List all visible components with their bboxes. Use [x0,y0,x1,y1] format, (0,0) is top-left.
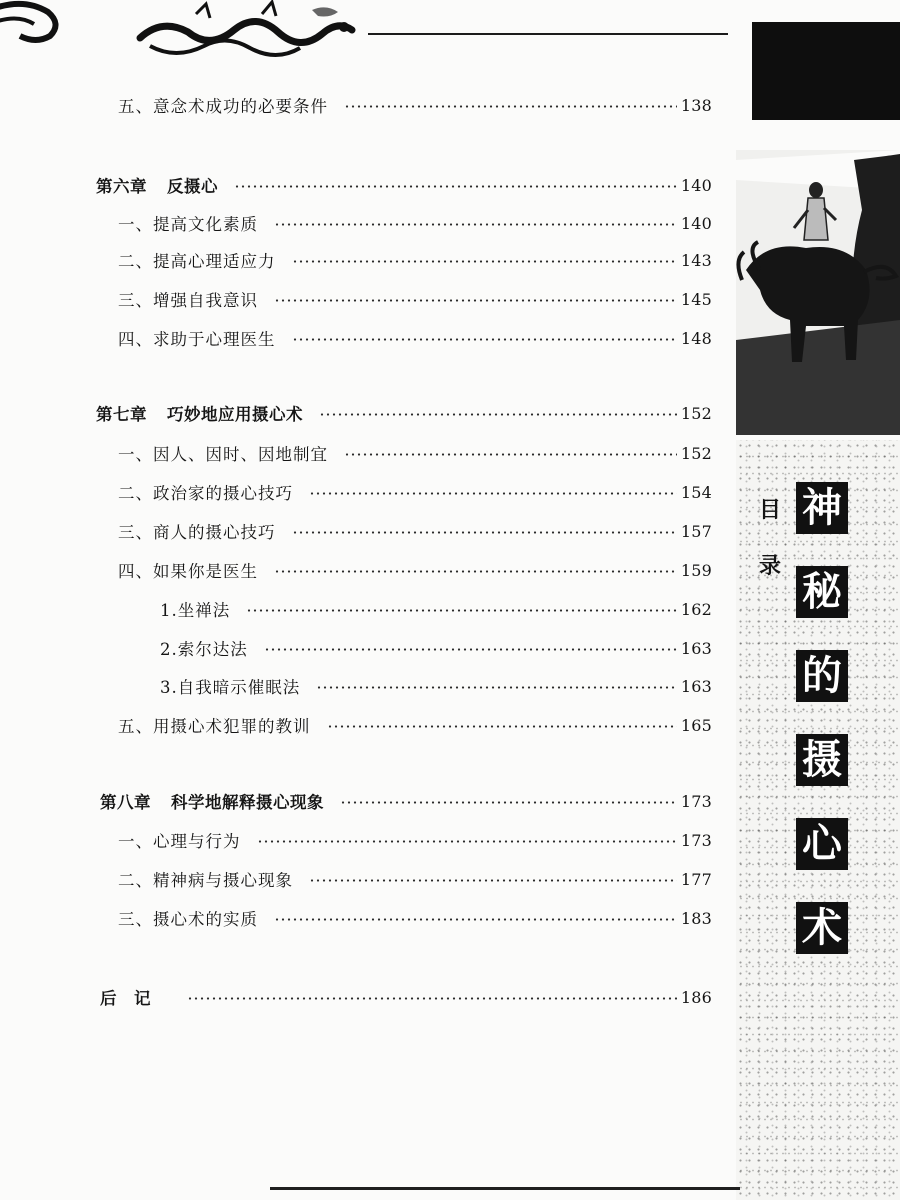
toc-entry-title: 五、意念术成功的必要条件 [118,97,328,116]
toc-chapter-entry [100,984,712,1010]
toc-entry-title: 二、提高心理适应力 [118,252,276,271]
page-number: 152 [680,443,712,463]
page-number: 177 [680,869,712,889]
page-number: 148 [680,328,712,348]
chapter-number: 第八章 [100,793,151,812]
toc-entry-title: 三、商人的摄心技巧 [118,523,276,542]
dot-leader [344,105,677,108]
book-title-char: 摄 [796,734,848,786]
page-number: 138 [680,95,712,115]
toc-entry-title: 1.坐禅法 [160,601,231,620]
dot-leader [319,413,677,416]
toc-chapter-entry [96,400,712,426]
toc-entry-title: 四、求助于心理医生 [118,330,276,349]
dot-leader [246,609,677,612]
toc-entry-title [96,173,218,197]
page-number: 183 [680,908,712,928]
toc-chapter-entry [96,172,712,198]
page-number: 173 [680,830,712,850]
toc-entry [160,596,712,622]
toc-entry-title: 3.自我暗示催眠法 [160,678,301,697]
book-title-char: 神 [796,482,848,534]
page-number: 143 [680,250,712,270]
dot-leader [340,801,677,804]
toc-entry [160,635,712,661]
chapter-number: 后 记 [100,989,151,1008]
dot-leader [257,840,677,843]
page-number: 162 [680,599,712,619]
contents-label-char: 录 [758,553,781,579]
dot-leader [274,299,677,302]
dot-leader [327,725,677,728]
dot-leader [234,185,677,188]
dot-leader [274,223,677,226]
dot-leader [292,531,677,534]
dot-leader [292,338,677,341]
chapter-title: 巧妙地应用摄心术 [167,405,303,424]
header-black-block [752,22,900,120]
buffalo-rider-illustration [736,150,900,435]
chapter-title: 科学地解释摄心现象 [171,793,324,812]
page-number: 163 [680,676,712,696]
toc-entry-title: 五、用摄心术犯罪的教训 [118,717,311,736]
toc-entry [118,286,712,312]
toc-entry-title: 三、摄心术的实质 [118,910,258,929]
page-number: 152 [680,403,712,423]
footer-rule [270,1187,740,1190]
dot-leader [309,492,677,495]
toc-entry [118,827,712,853]
chapter-number: 第七章 [96,405,147,424]
toc-entry [118,325,712,351]
dot-leader [187,997,677,1000]
dot-leader [292,260,677,263]
toc-entry [118,210,712,236]
toc-entry [118,905,712,931]
dot-leader [316,686,677,689]
toc-entry-title: 一、心理与行为 [118,832,241,851]
page-number: 159 [680,560,712,580]
toc-entry [160,673,712,699]
book-title-char: 的 [796,650,848,702]
page-number: 140 [680,213,712,233]
toc-entry [118,247,712,273]
toc-entry-title: 三、增强自我意识 [118,291,258,310]
page-number: 157 [680,521,712,541]
toc-chapter-entry [100,788,712,814]
toc-entry-title: 二、政治家的摄心技巧 [118,484,293,503]
book-title-char: 秘 [796,566,848,618]
toc-entry [118,712,712,738]
dot-leader [274,918,677,921]
dot-leader [274,570,677,573]
book-title-char: 术 [796,902,848,954]
toc-entry-title [96,401,303,425]
toc-entry [118,440,712,466]
chapter-number: 第六章 [96,177,147,196]
page-number: 140 [680,175,712,195]
toc-entry-title [100,985,171,1009]
page-number: 173 [680,791,712,811]
toc-entry-title: 四、如果你是医生 [118,562,258,581]
toc-entry [118,92,712,118]
toc-entry-title: 一、因人、因时、因地制宜 [118,445,328,464]
dot-leader [309,879,677,882]
toc-entry-title [100,789,324,813]
chapter-title: 反摄心 [167,177,218,196]
contents-label-char: 目 [758,497,781,523]
page-number: 145 [680,289,712,309]
toc-entry [118,866,712,892]
book-title-char: 心 [796,818,848,870]
toc-entry-title: 一、提高文化素质 [118,215,258,234]
dot-leader [344,453,677,456]
toc-entry-title: 2.索尔达法 [160,640,248,659]
page-number: 154 [680,482,712,502]
dot-leader [264,648,677,651]
page-number: 163 [680,638,712,658]
toc-entry [118,557,712,583]
page-number: 186 [680,987,712,1007]
toc-entry-title: 二、精神病与摄心现象 [118,871,293,890]
contents-label [755,482,785,594]
toc-entry [118,518,712,544]
page-number: 165 [680,715,712,735]
toc-entry [118,479,712,505]
